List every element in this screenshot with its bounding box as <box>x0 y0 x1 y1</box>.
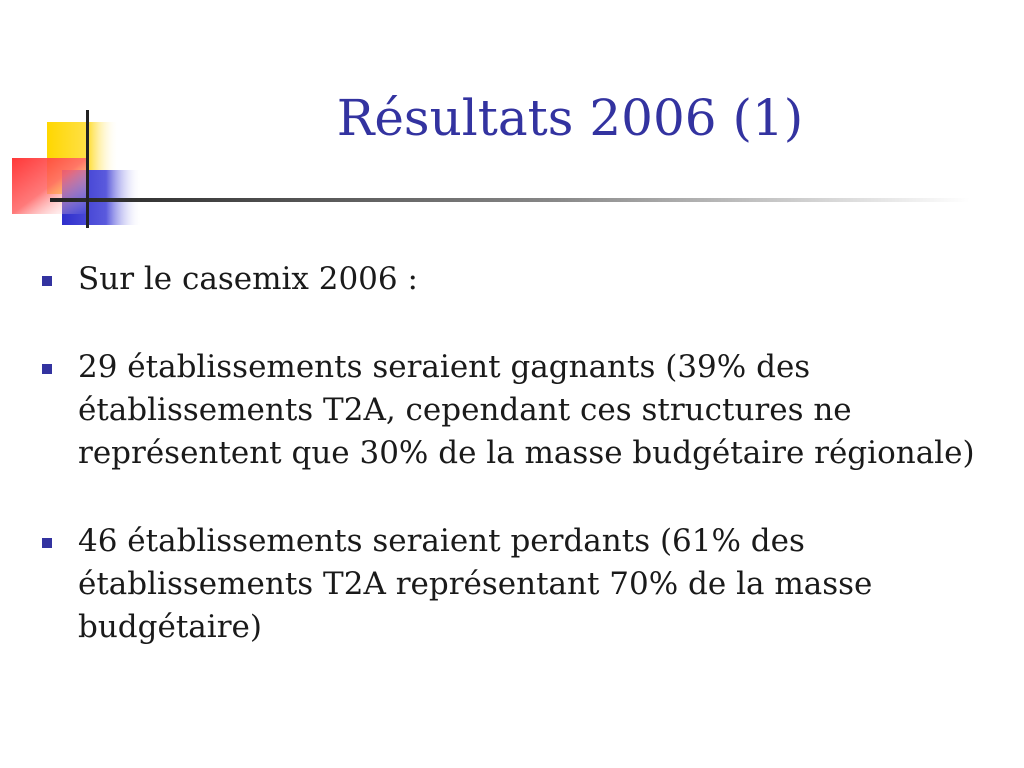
square-bullet-icon <box>42 538 52 548</box>
bullet-list <box>40 258 990 694</box>
vertical-line <box>86 110 89 228</box>
title-underline <box>50 198 970 202</box>
square-bullet-icon <box>42 364 52 374</box>
square-bullet-icon <box>42 276 52 286</box>
red-square <box>12 158 87 214</box>
slide-title: Résultats 2006 (1) <box>336 89 804 147</box>
bullet-text: Sur le casemix 2006 : <box>78 261 418 297</box>
bullet-text: 29 établissements seraient gagnants (39% des établissements T2A, cependant ces structures ne représentent que 30% de la masse budgétaire régionale) <box>78 349 975 471</box>
bullet-item <box>40 520 990 649</box>
bullet-item <box>40 258 990 301</box>
bullet-item <box>40 346 990 475</box>
bullet-text: 46 établissements seraient perdants (61% des établissements T2A représentant 70% de la masse budgétaire) <box>78 523 873 645</box>
